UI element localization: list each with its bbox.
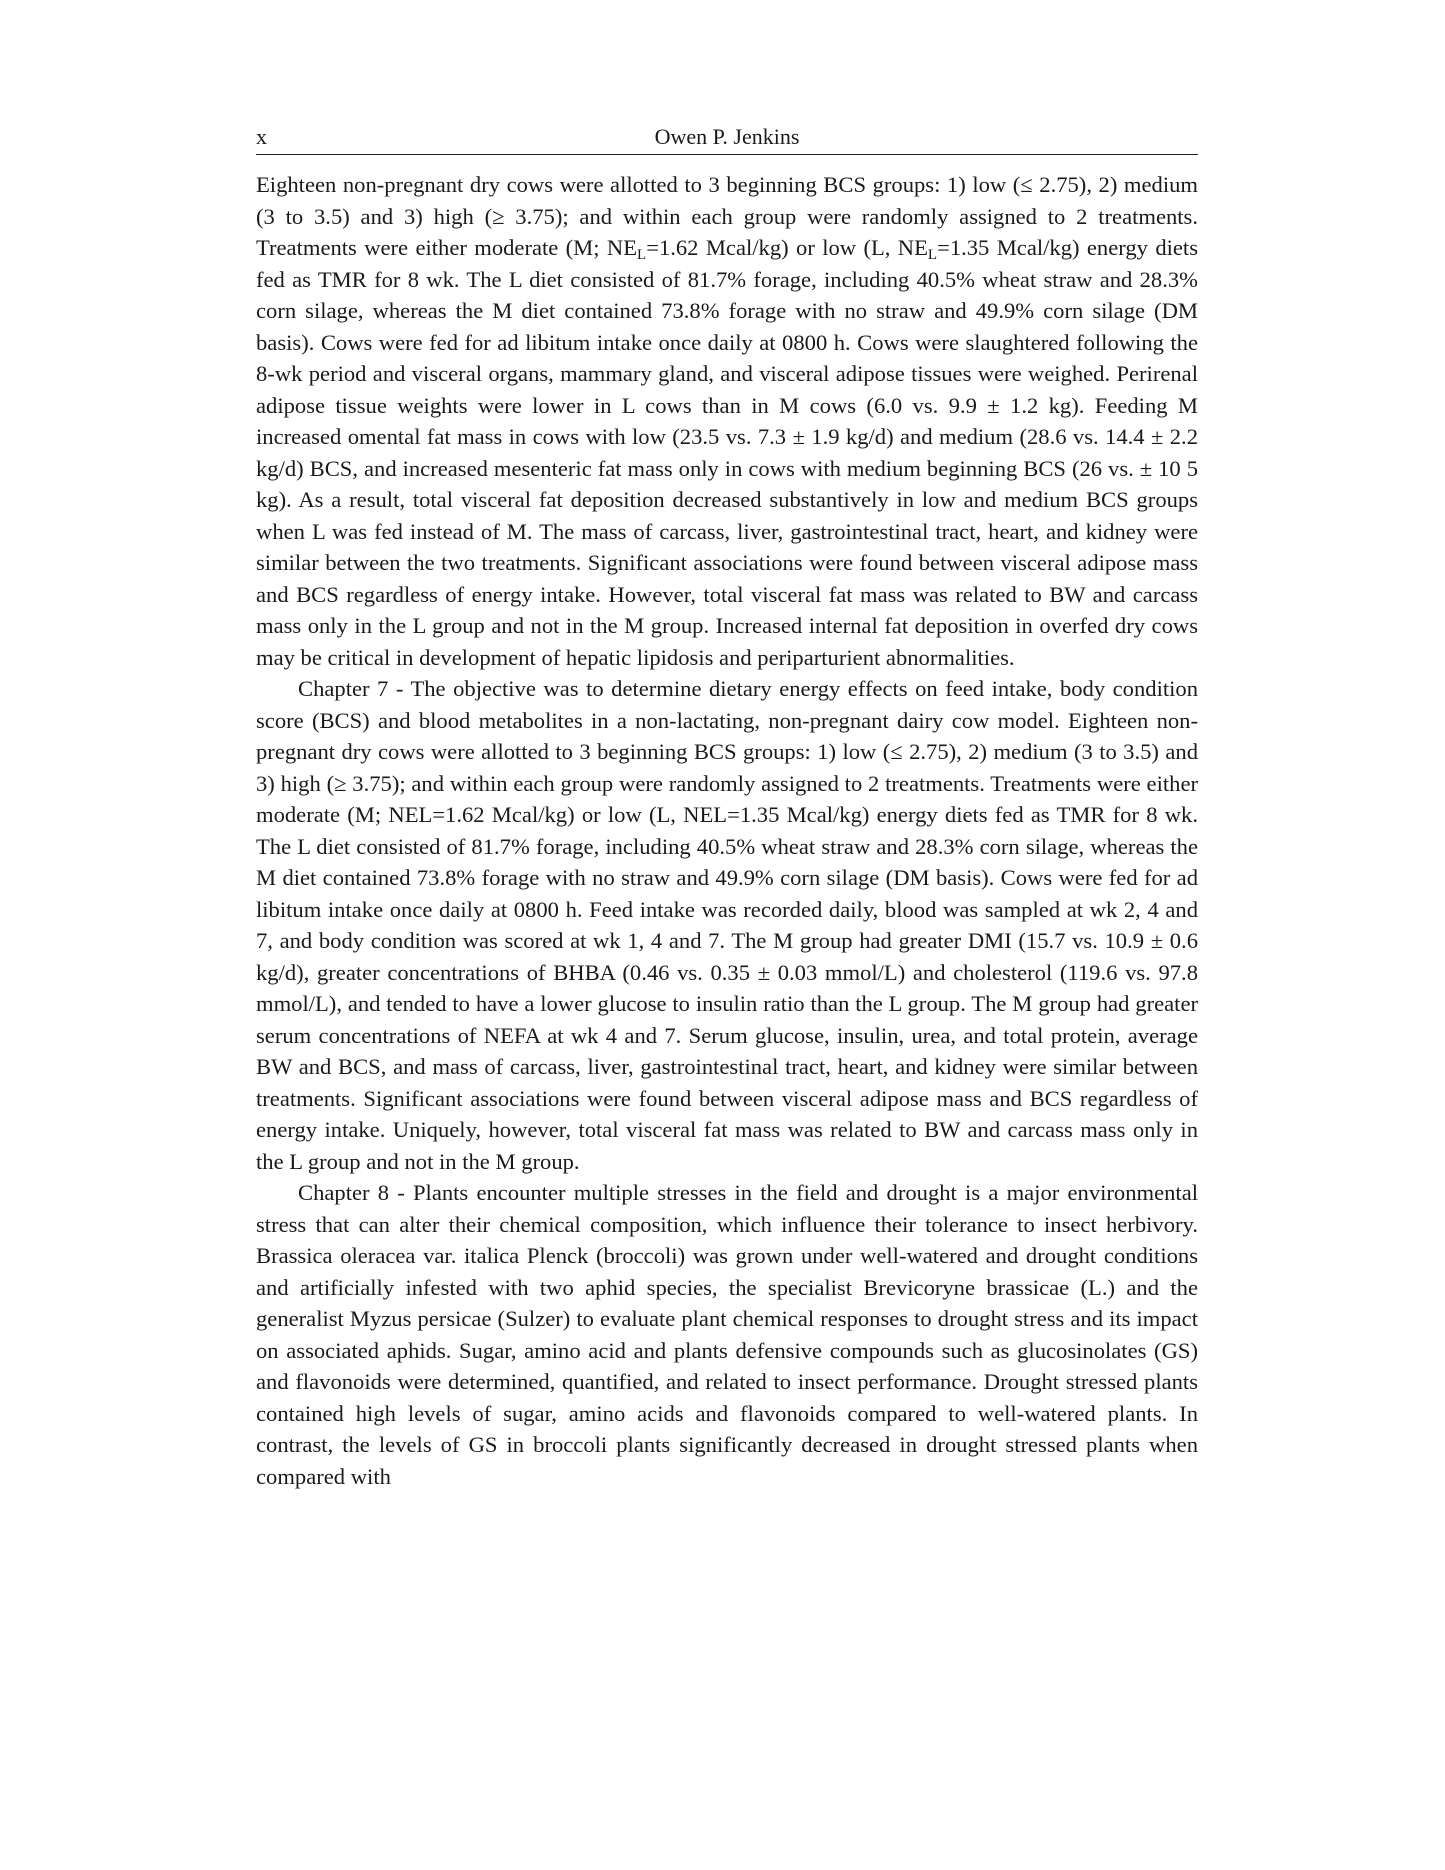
document-page bbox=[256, 118, 1198, 1492]
running-header bbox=[256, 118, 1198, 155]
page-number: x bbox=[256, 124, 267, 149]
paragraph-chapter-7-abstract: Chapter 7 - The objective was to determine dietary energy effects on feed intake, body condition score (BCS) and blood metabolites in a non-lactating, non-pregnant dairy cow model. Eighteen non-pregnant dry cows were allotted to 3 beginning BCS groups: 1) low (≤ 2.75), 2) medium (3 to 3.5) and 3) high (≥ 3.75); and within each group were randomly assigned to 2 treatments. Treatments were either moderate (M; NEL=1.62 Mcal/kg) or low (L, NEL=1.35 Mcal/kg) energy diets fed as TMR for 8 wk. The L diet consisted of 81.7% forage, including 40.5% wheat straw and 28.3% corn silage, whereas the M diet contained 73.8% forage with no straw and 49.9% corn silage (DM basis). Cows were fed for ad libitum intake once daily at 0800 h. Feed intake was recorded daily, blood was sampled at wk 2, 4 and 7, and body condition was scored at wk 1, 4 and 7. The M group had greater DMI (15.7 vs. 10.9 ± 0.6 kg/d), greater concentrations of BHBA (0.46 vs. 0.35 ± 0.03 mmol/L) and cholesterol (119.6 vs. 97.8 mmol/L), and tended to have a lower glucose to insulin ratio than the L group. The M group had greater serum concentrations of NEFA at wk 4 and 7. Serum glucose, insulin, urea, and total protein, average BW and BCS, and mass of carcass, liver, gastrointestinal tract, heart, and kidney were similar between treatments. Significant associations were found between visceral adipose mass and BCS regardless of energy intake. Uniquely, however, total visceral fat mass was related to BW and carcass mass only in the L group and not in the M group. bbox=[256, 676, 1198, 1174]
paragraph-chapter-8-abstract: Chapter 8 - Plants encounter multiple stresses in the field and drought is a major environmental stress that can alter their chemical composition, which influence their tolerance to insect herbivory. Brassica oleracea var. italica Plenck (broccoli) was grown under well-watered and drought conditions and artificially infested with two aphid species, the specialist Brevicoryne brassicae (L.) and the generalist Myzus persicae (Sulzer) to evaluate plant chemical responses to drought stress and its impact on associated aphids. Sugar, amino acid and plants defensive compounds such as glucosinolates (GS) and flavonoids were determined, quantified, and related to insect performance. Drought stressed plants contained high levels of sugar, amino acids and flavonoids compared to well-watered plants. In contrast, the levels of GS in broccoli plants significantly decreased in drought stressed plants when compared with bbox=[256, 1180, 1198, 1489]
subscript-l: L bbox=[927, 247, 938, 263]
paragraph-text-part-3: =1.35 Mcal/kg) energy diets fed as TMR for 8 wk. The L diet consisted of 81.7% forage, including 40.5% wheat straw and 28.3% corn silage, whereas the M diet contained 73.8% forage with no straw and 49.9% corn silage (DM basis). Cows were fed for ad libitum intake once daily at 0800 h. Cows were slaughtered following the 8-wk period and visceral organs, mammary gland, and visceral adipose tissues were weighed. Perirenal adipose tissue weights were lower in L cows than in M cows (6.0 vs. 9.9 ± 1.2 kg). Feeding M increased omental fat mass in cows with low (23.5 vs. 7.3 ± 1.9 kg/d) and medium (28.6 vs. 14.4 ± 2.2 kg/d) BCS, and increased mesenteric fat mass only in cows with medium beginning BCS (26 vs. ± 10 5 kg). As a result, total visceral fat deposition decreased substantively in low and medium BCS groups when L was fed instead of M. The mass of carcass, liver, gastrointestinal tract, heart, and kidney were similar between the two treatments. Significant associations were found between visceral adipose mass and BCS regardless of energy intake. However, total visceral fat mass was related to BW and carcass mass only in the L group and not in the M group. Increased internal fat deposition in overfed dry cows may be critical in development of hepatic lipidosis and periparturient abnormalities. bbox=[256, 235, 1198, 670]
running-header-author: Owen P. Jenkins bbox=[654, 124, 800, 149]
paragraph-text-part-1: Eighteen non-pregnant dry cows were allotted to 3 beginning BCS groups: 1) low (≤ 2.75), 2) medium (3 to 3.5) and 3) high (≥ 3.75); and within each group were randomly assigned to 2 treatments. Treatments were either moderate (M; NE bbox=[256, 172, 1198, 260]
subscript-l: L bbox=[637, 247, 647, 263]
paragraph-chapter-6-abstract bbox=[256, 169, 1198, 673]
paragraph-text-part-2: =1.62 Mcal/kg) or low (L, NE bbox=[646, 235, 928, 260]
body-text bbox=[256, 169, 1198, 1492]
